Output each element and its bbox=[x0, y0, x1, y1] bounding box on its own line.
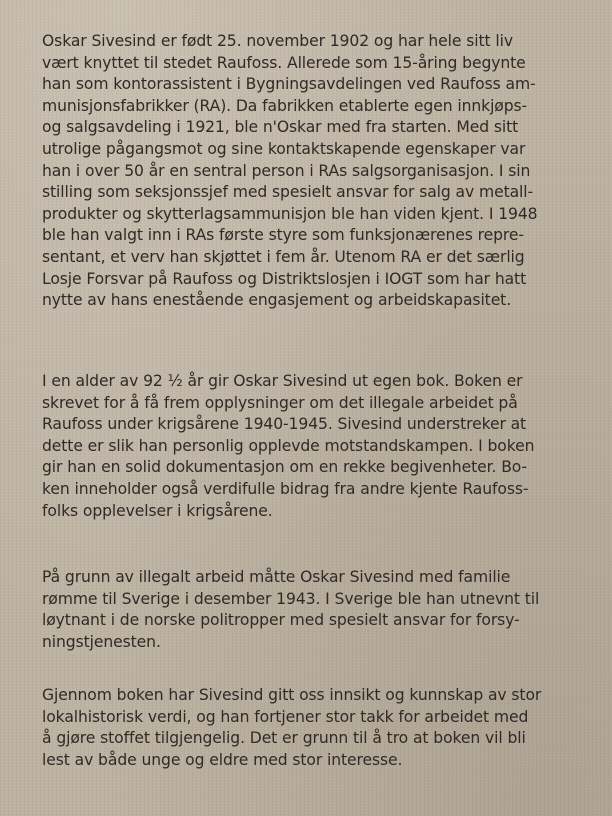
text-line: stilling som seksjonssjef med spesielt ansvar for salg av metall- bbox=[42, 183, 534, 202]
text-line: rømme til Sverige i desember 1943. I Sverige ble han utnevnt til bbox=[42, 589, 540, 608]
paragraph-biography bbox=[42, 31, 602, 312]
text-line: sentant, et verv han skjøttet i fem år. Utenom RA er det særlig bbox=[42, 247, 525, 266]
paragraph-book-intro bbox=[42, 371, 602, 522]
text-line: Losje Forsvar på Raufoss og Distriktslosjen i IOGT som har hatt bbox=[42, 269, 527, 288]
text-line: ble han valgt inn i RAs første styre som funksjonærenes repre- bbox=[42, 226, 524, 245]
paragraph-conclusion bbox=[42, 685, 602, 771]
text-line: gir han en solid dokumentasjon om en rekke begivenheter. Bo- bbox=[42, 458, 528, 477]
text-line: produkter og skytterlagsammunisjon ble han viden kjent. I 1948 bbox=[42, 204, 538, 223]
text-line: utrolige pågangsmot og sine kontaktskapende egenskaper var bbox=[42, 139, 526, 158]
text-line: dette er slik han personlig opplevde motstandskampen. I boken bbox=[42, 436, 535, 455]
text-line: lokalhistorisk verdi, og han fortjener stor takk for arbeidet med bbox=[42, 707, 529, 726]
text-line: ningstjenesten. bbox=[42, 632, 161, 651]
text-line: Gjennom boken har Sivesind gitt oss innsikt og kunnskap av stor bbox=[42, 686, 542, 704]
text-line: Oskar Sivesind er født 25. november 1902 og har hele sitt liv bbox=[42, 32, 513, 50]
text-line: Raufoss under krigsårene 1940-1945. Sivesind understreker at bbox=[42, 415, 527, 434]
text-line: lest av både unge og eldre med stor interesse. bbox=[42, 750, 403, 769]
text-line: å gjøre stoffet tilgjengelig. Det er grunn til å tro at boken vil bli bbox=[42, 729, 526, 748]
text-line: han i over 50 år en sentral person i RAs salgsorganisasjon. I sin bbox=[42, 161, 531, 180]
text-line: folks opplevelser i krigsårene. bbox=[42, 501, 273, 520]
text-line: ken inneholder også verdifulle bidrag fra andre kjente Raufoss- bbox=[42, 479, 529, 498]
text-line: skrevet for å få frem opplysninger om det illegale arbeidet på bbox=[42, 393, 518, 412]
text-line: og salgsavdeling i 1921, ble n'Oskar med fra starten. Med sitt bbox=[42, 118, 519, 137]
text-line: munisjonsfabrikker (RA). Da fabrikken etablerte egen innkjøps- bbox=[42, 96, 528, 115]
text-line: løytnant i de norske politropper med spesielt ansvar for forsy- bbox=[42, 611, 520, 630]
text-line: På grunn av illegalt arbeid måtte Oskar Sivesind med familie bbox=[42, 568, 511, 586]
text-line: han som kontorassistent i Bygningsavdelingen ved Raufoss am- bbox=[42, 75, 536, 94]
text-line: vært knyttet til stedet Raufoss. Allerede som 15-åring begynte bbox=[42, 53, 526, 72]
text-line: nytte av hans enestående engasjement og arbeidskapasitet. bbox=[42, 291, 512, 310]
paragraph-flight-to-sweden bbox=[42, 567, 602, 653]
text-line: I en alder av 92 ½ år gir Oskar Sivesind ut egen bok. Boken er bbox=[42, 372, 523, 390]
